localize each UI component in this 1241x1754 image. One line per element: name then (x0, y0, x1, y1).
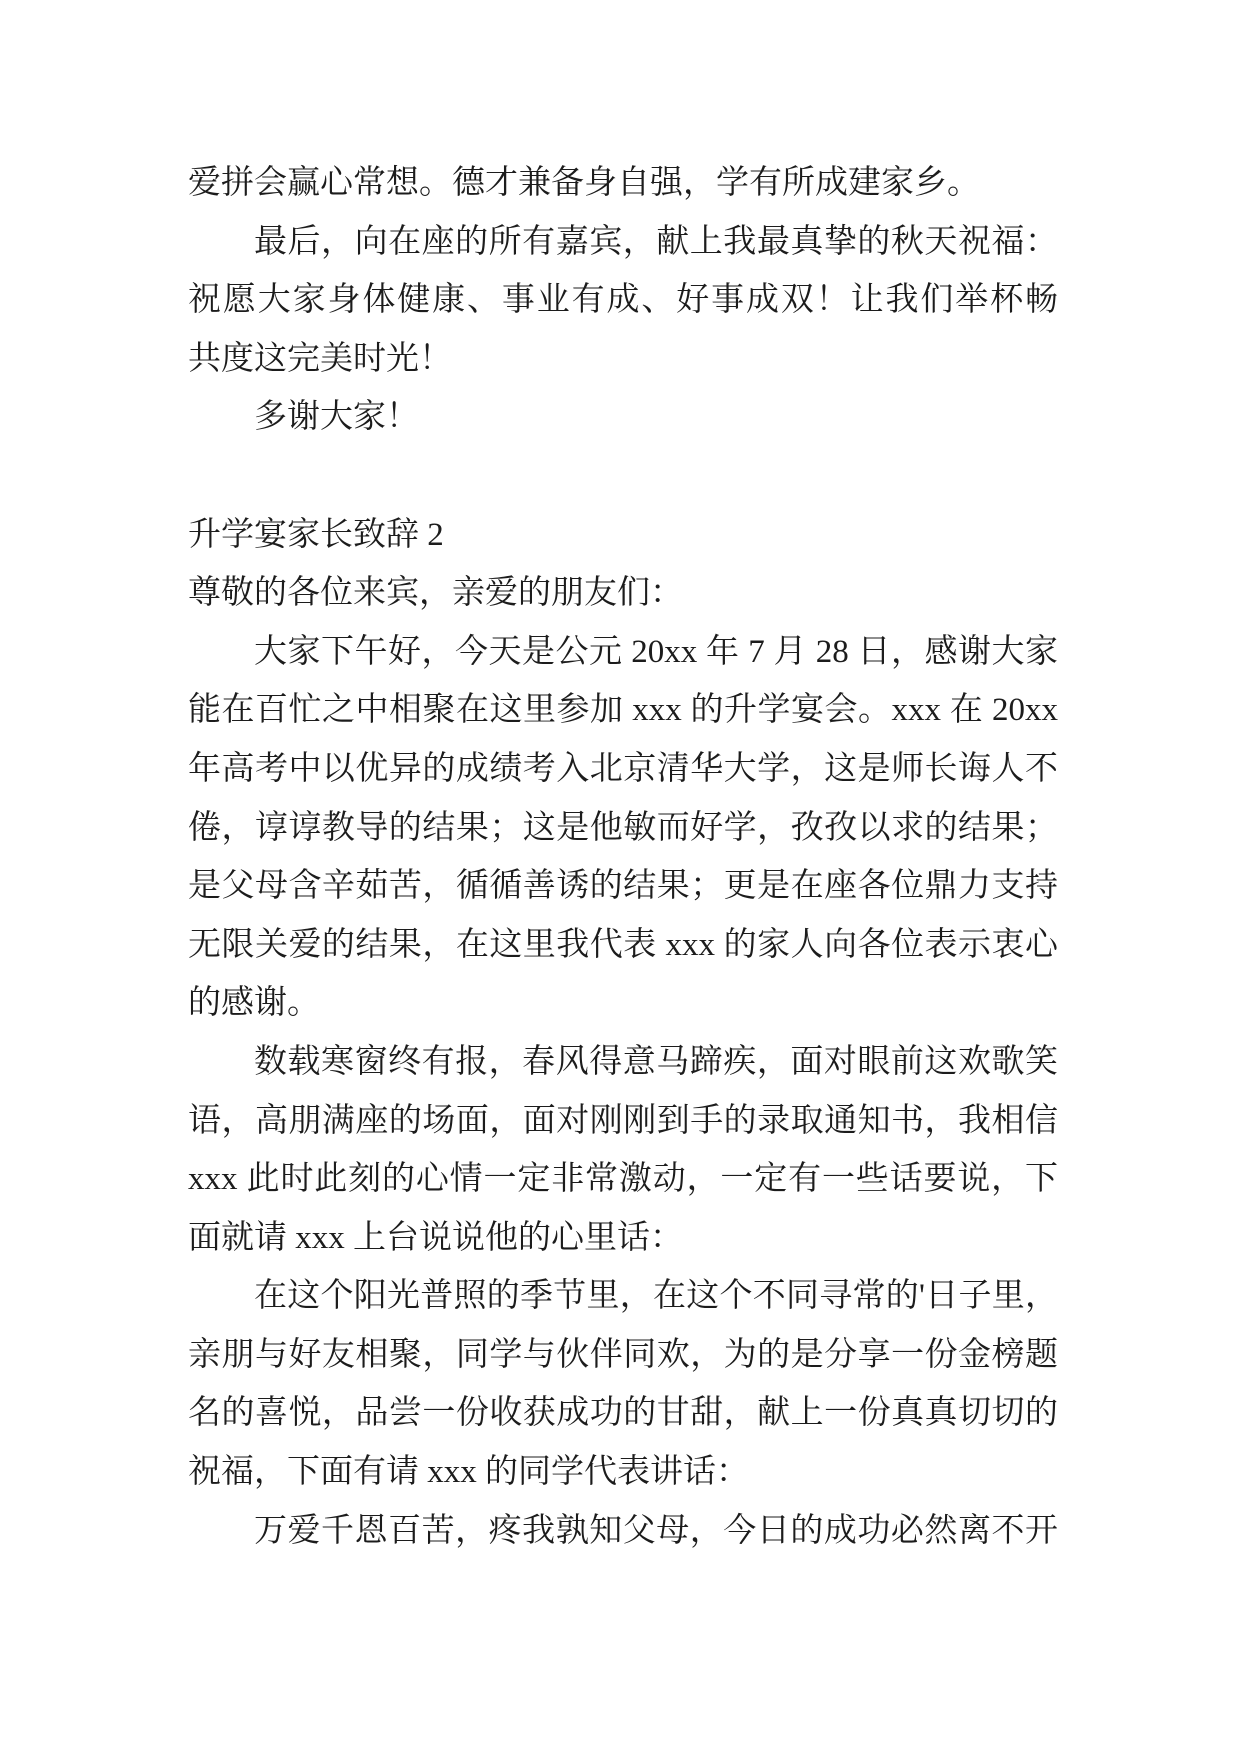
paragraph-line: 爱拼会赢心常想。德才兼备身自强，学有所成建家乡。 (188, 165, 980, 201)
paragraph-line: 名的喜悦，品尝一份收获成功的甘甜，献上一份真真切切的 (188, 1395, 1058, 1432)
paragraph-line: 祝愿大家身体健康、事业有成、好事成双！让我们举杯畅 (188, 282, 1058, 319)
paragraph-line: 大家下午好，今天是公元 20xx 年 7 月 28 日，感谢大家 (254, 633, 1058, 670)
document-body (188, 154, 1058, 1560)
paragraph-line: 亲朋与好友相聚，同学与伙伴同欢，为的是分享一份金榜题 (188, 1336, 1058, 1373)
paragraph-line: 年高考中以优异的成绩考入北京清华大学，这是师长诲人不 (188, 750, 1058, 787)
paragraph-line: 无限关爱的结果，在这里我代表 xxx 的家人向各位表示衷心 (188, 926, 1058, 963)
salutation: 尊敬的各位来宾，亲爱的朋友们： (188, 575, 683, 612)
paragraph-line: 能在百忙之中相聚在这里参加 xxx 的升学宴会。xxx 在 20xx (188, 692, 1058, 729)
paragraph-line: 是父母含辛茹苦，循循善诱的结果；更是在座各位鼎力支持 (188, 868, 1058, 905)
paragraph-line: 在这个阳光普照的季节里，在这个不同寻常的'日子里， (254, 1278, 1058, 1315)
paragraph-line: 面就请 xxx 上台说说他的心里话： (188, 1219, 683, 1256)
paragraph-line: 数载寒窗终有报，春风得意马蹄疾，面对眼前这欢歌笑 (254, 1043, 1058, 1080)
blank-line (188, 447, 1058, 506)
paragraph-line: 最后，向在座的所有嘉宾，献上我最真挚的秋天祝福： (254, 223, 1058, 260)
paragraph-line: 万爱千恩百苦，疼我孰知父母，今日的成功必然离不开 (254, 1512, 1058, 1549)
paragraph-line: xxx 此时此刻的心情一定非常激动，一定有一些话要说，下 (188, 1161, 1058, 1198)
paragraph-line: 祝福，下面有请 xxx 的同学代表讲话： (188, 1454, 749, 1491)
paragraph-line: 的感谢。 (188, 985, 320, 1022)
paragraph-line: 多谢大家！ (254, 399, 419, 436)
section-heading: 升学宴家长致辞 2 (188, 516, 444, 553)
paragraph-line: 倦，谆谆教导的结果；这是他敏而好学，孜孜以求的结果； (188, 809, 1058, 846)
paragraph-line: 语，高朋满座的场面，面对刚刚到手的录取通知书，我相信 (188, 1102, 1058, 1139)
paragraph-line: 共度这完美时光！ (188, 340, 452, 377)
